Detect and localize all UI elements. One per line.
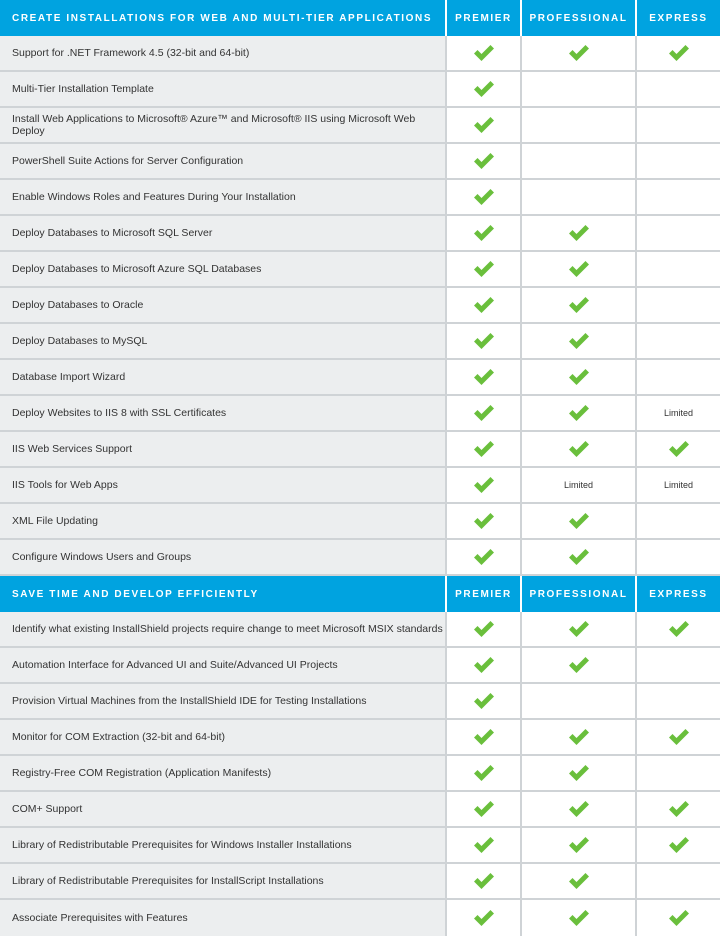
column-header-express: EXPRESS <box>649 12 708 24</box>
check-icon-cell <box>447 792 522 826</box>
empty-cell <box>637 540 720 574</box>
check-icon-cell <box>447 828 522 862</box>
table-row <box>0 144 720 180</box>
check-icon-cell <box>522 216 637 250</box>
check-icon <box>567 43 591 63</box>
check-icon <box>472 835 496 855</box>
feature-label: Enable Windows Roles and Features During Your Installation <box>0 180 447 214</box>
check-icon-cell <box>447 324 522 358</box>
check-icon-cell <box>522 252 637 286</box>
table-row <box>0 468 720 504</box>
empty-cell <box>637 252 720 286</box>
check-icon <box>472 799 496 819</box>
check-icon-cell <box>447 360 522 394</box>
feature-label: XML File Updating <box>0 504 447 538</box>
check-icon <box>472 655 496 675</box>
check-icon-cell <box>522 792 637 826</box>
table-row <box>0 36 720 72</box>
check-icon-cell <box>522 720 637 754</box>
check-icon <box>472 439 496 459</box>
check-icon <box>472 475 496 495</box>
check-icon <box>472 151 496 171</box>
table-row <box>0 684 720 720</box>
feature-label: Configure Windows Users and Groups <box>0 540 447 574</box>
check-icon-cell <box>522 864 637 898</box>
check-icon <box>472 79 496 99</box>
check-icon-cell <box>522 648 637 682</box>
empty-cell <box>637 684 720 718</box>
check-icon <box>667 43 691 63</box>
check-icon-cell <box>447 216 522 250</box>
feature-label: PowerShell Suite Actions for Server Configuration <box>0 144 447 178</box>
feature-label: Database Import Wizard <box>0 360 447 394</box>
check-icon <box>472 691 496 711</box>
table-row <box>0 828 720 864</box>
table-row <box>0 720 720 756</box>
check-icon <box>472 367 496 387</box>
check-icon <box>567 871 591 891</box>
feature-label: Deploy Databases to MySQL <box>0 324 447 358</box>
check-icon-cell <box>522 324 637 358</box>
table-row <box>0 72 720 108</box>
empty-cell <box>637 324 720 358</box>
check-icon <box>567 367 591 387</box>
check-icon <box>567 835 591 855</box>
check-icon-cell <box>447 612 522 646</box>
check-icon <box>472 727 496 747</box>
table-row <box>0 180 720 216</box>
check-icon <box>667 727 691 747</box>
table-row <box>0 360 720 396</box>
table-row <box>0 396 720 432</box>
value-cell <box>522 468 637 502</box>
check-icon <box>567 223 591 243</box>
check-icon-cell <box>637 36 720 70</box>
check-icon <box>567 799 591 819</box>
feature-label: Library of Redistributable Prerequisites for InstallScript Installations <box>0 864 447 898</box>
check-icon <box>567 259 591 279</box>
check-icon-cell <box>447 180 522 214</box>
table-row <box>0 216 720 252</box>
check-icon-cell <box>637 720 720 754</box>
check-icon-cell <box>447 396 522 430</box>
limited-label: Limited <box>563 480 593 490</box>
feature-label: Library of Redistributable Prerequisites for Windows Installer Installations <box>0 828 447 862</box>
check-icon-cell <box>447 252 522 286</box>
empty-cell <box>522 180 637 214</box>
value-cell <box>637 468 720 502</box>
column-header-premier: PREMIER <box>447 576 522 612</box>
table-row <box>0 648 720 684</box>
check-icon <box>667 619 691 639</box>
empty-cell <box>637 504 720 538</box>
column-header-professional: PROFESSIONAL <box>522 576 637 612</box>
empty-cell <box>522 72 637 106</box>
empty-cell <box>637 108 720 142</box>
check-icon-cell <box>447 684 522 718</box>
feature-label: Deploy Websites to IIS 8 with SSL Certificates <box>0 396 447 430</box>
column-header-premier: PREMIER <box>447 0 522 36</box>
check-icon-cell <box>522 540 637 574</box>
column-header-professional: PROFESSIONAL <box>522 0 637 36</box>
check-icon-cell <box>447 900 522 936</box>
feature-label: IIS Web Services Support <box>0 432 447 466</box>
feature-label: Registry-Free COM Registration (Application Manifests) <box>0 756 447 790</box>
check-icon <box>567 439 591 459</box>
table-row <box>0 612 720 648</box>
check-icon <box>472 547 496 567</box>
empty-cell <box>637 72 720 106</box>
check-icon <box>472 223 496 243</box>
feature-label: Automation Interface for Advanced UI and Suite/Advanced UI Projects <box>0 648 447 682</box>
check-icon-cell <box>447 72 522 106</box>
check-icon-cell <box>522 396 637 430</box>
table-row <box>0 324 720 360</box>
empty-cell <box>637 864 720 898</box>
check-icon <box>472 115 496 135</box>
empty-cell <box>637 216 720 250</box>
check-icon-cell <box>522 756 637 790</box>
feature-label: Support for .NET Framework 4.5 (32-bit and 64-bit) <box>0 36 447 70</box>
feature-label: Monitor for COM Extraction (32-bit and 64-bit) <box>0 720 447 754</box>
check-icon-cell <box>447 36 522 70</box>
table-row <box>0 108 720 144</box>
check-icon-cell <box>522 612 637 646</box>
check-icon-cell <box>447 504 522 538</box>
check-icon <box>472 763 496 783</box>
feature-label: Deploy Databases to Microsoft Azure SQL Databases <box>0 252 447 286</box>
table-row <box>0 540 720 576</box>
check-icon <box>472 43 496 63</box>
check-icon-cell <box>447 864 522 898</box>
section-header <box>0 0 720 36</box>
table-row <box>0 252 720 288</box>
section-title: CREATE INSTALLATIONS FOR WEB AND MULTI-TIER APPLICATIONS <box>0 0 447 36</box>
check-icon-cell <box>637 792 720 826</box>
check-icon <box>472 187 496 207</box>
check-icon-cell <box>522 360 637 394</box>
check-icon-cell <box>522 288 637 322</box>
check-icon-cell <box>447 288 522 322</box>
empty-cell <box>637 288 720 322</box>
check-icon <box>667 439 691 459</box>
feature-label: Associate Prerequisites with Features <box>0 900 447 936</box>
check-icon-cell <box>522 432 637 466</box>
check-icon <box>567 908 591 928</box>
check-icon-cell <box>447 720 522 754</box>
check-icon-cell <box>447 540 522 574</box>
check-icon <box>567 619 591 639</box>
check-icon <box>472 331 496 351</box>
check-icon-cell <box>637 432 720 466</box>
check-icon-cell <box>522 900 637 936</box>
check-icon <box>472 908 496 928</box>
check-icon <box>667 908 691 928</box>
empty-cell <box>637 180 720 214</box>
check-icon-cell <box>637 612 720 646</box>
check-icon <box>567 511 591 531</box>
check-icon-cell <box>447 144 522 178</box>
limited-label: Limited <box>663 408 693 418</box>
empty-cell <box>637 756 720 790</box>
table-row <box>0 864 720 900</box>
check-icon <box>567 547 591 567</box>
check-icon <box>472 619 496 639</box>
empty-cell <box>637 144 720 178</box>
feature-label: Deploy Databases to Microsoft SQL Server <box>0 216 447 250</box>
check-icon <box>567 727 591 747</box>
section-title: SAVE TIME AND DEVELOP EFFICIENTLY <box>0 576 447 612</box>
table-row <box>0 900 720 936</box>
empty-cell <box>522 684 637 718</box>
check-icon-cell <box>447 648 522 682</box>
check-icon <box>472 295 496 315</box>
feature-label: Provision Virtual Machines from the InstallShield IDE for Testing Installations <box>0 684 447 718</box>
empty-cell <box>522 144 637 178</box>
feature-label: Install Web Applications to Microsoft® Azure™ and Microsoft® IIS using Microsoft Web Deploy <box>0 108 447 142</box>
check-icon-cell <box>637 900 720 936</box>
value-cell <box>637 396 720 430</box>
table-row <box>0 432 720 468</box>
check-icon <box>472 511 496 531</box>
check-icon <box>567 295 591 315</box>
feature-label: Deploy Databases to Oracle <box>0 288 447 322</box>
table-row <box>0 792 720 828</box>
empty-cell <box>522 108 637 142</box>
check-icon <box>472 259 496 279</box>
check-icon-cell <box>447 468 522 502</box>
feature-label: COM+ Support <box>0 792 447 826</box>
check-icon <box>472 871 496 891</box>
feature-label: Identify what existing InstallShield projects require change to meet Microsoft MSIX standards <box>0 612 447 646</box>
table-row <box>0 504 720 540</box>
check-icon-cell <box>522 504 637 538</box>
limited-label: Limited <box>663 480 693 490</box>
check-icon <box>472 403 496 423</box>
check-icon <box>567 763 591 783</box>
check-icon <box>667 835 691 855</box>
check-icon <box>667 799 691 819</box>
check-icon-cell <box>447 756 522 790</box>
check-icon-cell <box>522 828 637 862</box>
empty-cell <box>637 648 720 682</box>
check-icon <box>567 331 591 351</box>
column-header-express: EXPRESS <box>649 588 708 600</box>
section-header <box>0 576 720 612</box>
feature-label: IIS Tools for Web Apps <box>0 468 447 502</box>
empty-cell <box>637 360 720 394</box>
check-icon-cell <box>522 36 637 70</box>
check-icon-cell <box>447 432 522 466</box>
check-icon <box>567 655 591 675</box>
check-icon-cell <box>637 828 720 862</box>
feature-label: Multi-Tier Installation Template <box>0 72 447 106</box>
table-row <box>0 288 720 324</box>
check-icon <box>567 403 591 423</box>
table-row <box>0 756 720 792</box>
check-icon-cell <box>447 108 522 142</box>
